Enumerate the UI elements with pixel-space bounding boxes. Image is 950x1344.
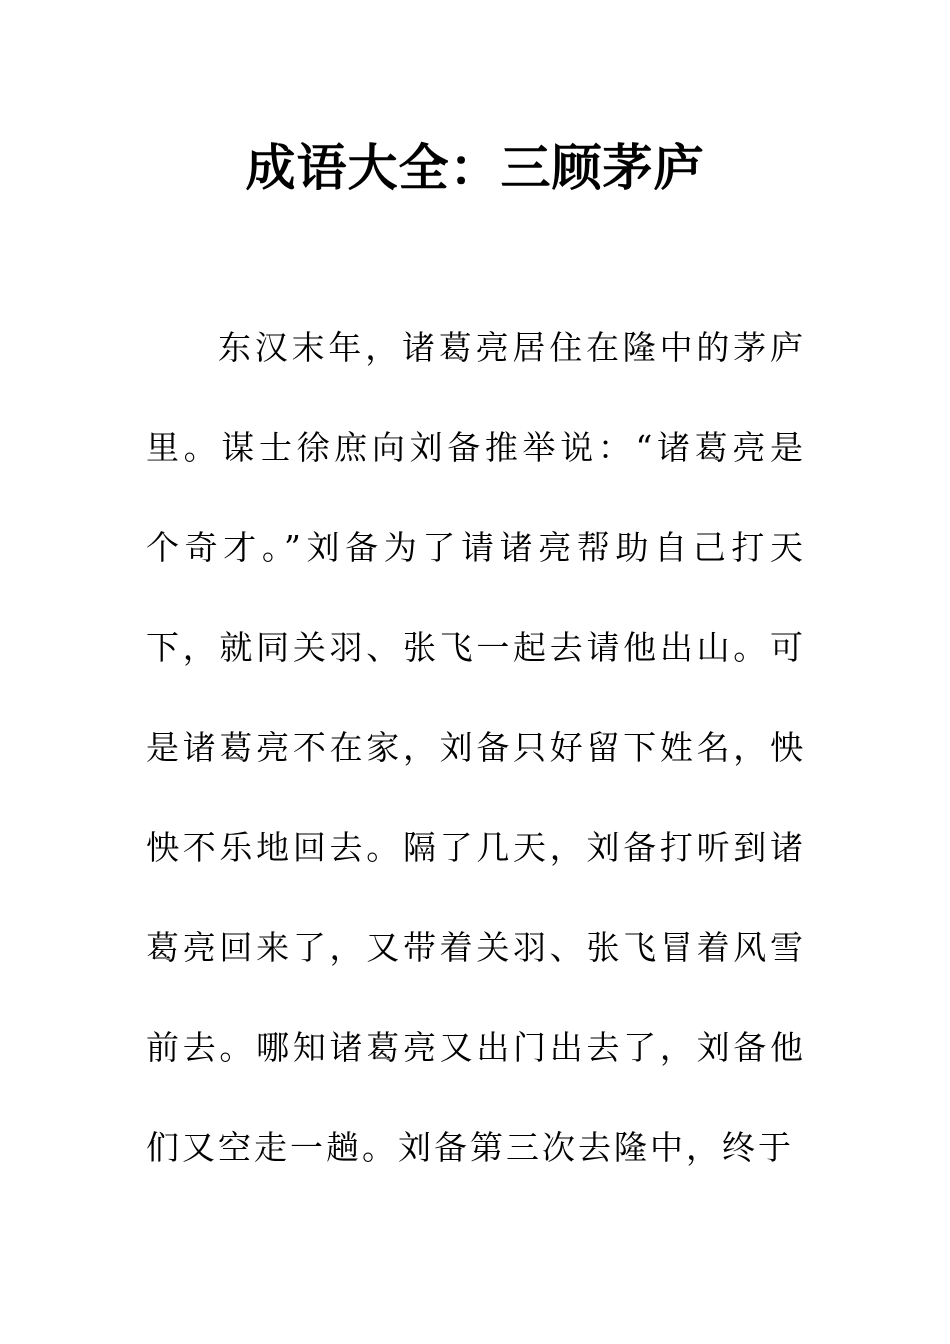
body-paragraph: 东汉末年，诸葛亮居住在隆中的茅庐里。谋士徐庶向刘备推举说：“诸葛亮是个奇才。”刘备为了请诸亮帮助自己打天下，就同关羽、张飞一起去请他出山。可是诸葛亮不在家，刘备只好留下姓名，怏怏不乐地回去。隔了几天，刘备打听到诸葛亮回来了，又带着关羽、张飞冒着风雪前去。哪知诸葛亮又出门出去了，刘备他们又空走一趟。刘备第三次去隆中，终于 (146, 328, 806, 1167)
document-title: 成语大全：三顾茅庐 (245, 139, 705, 197)
